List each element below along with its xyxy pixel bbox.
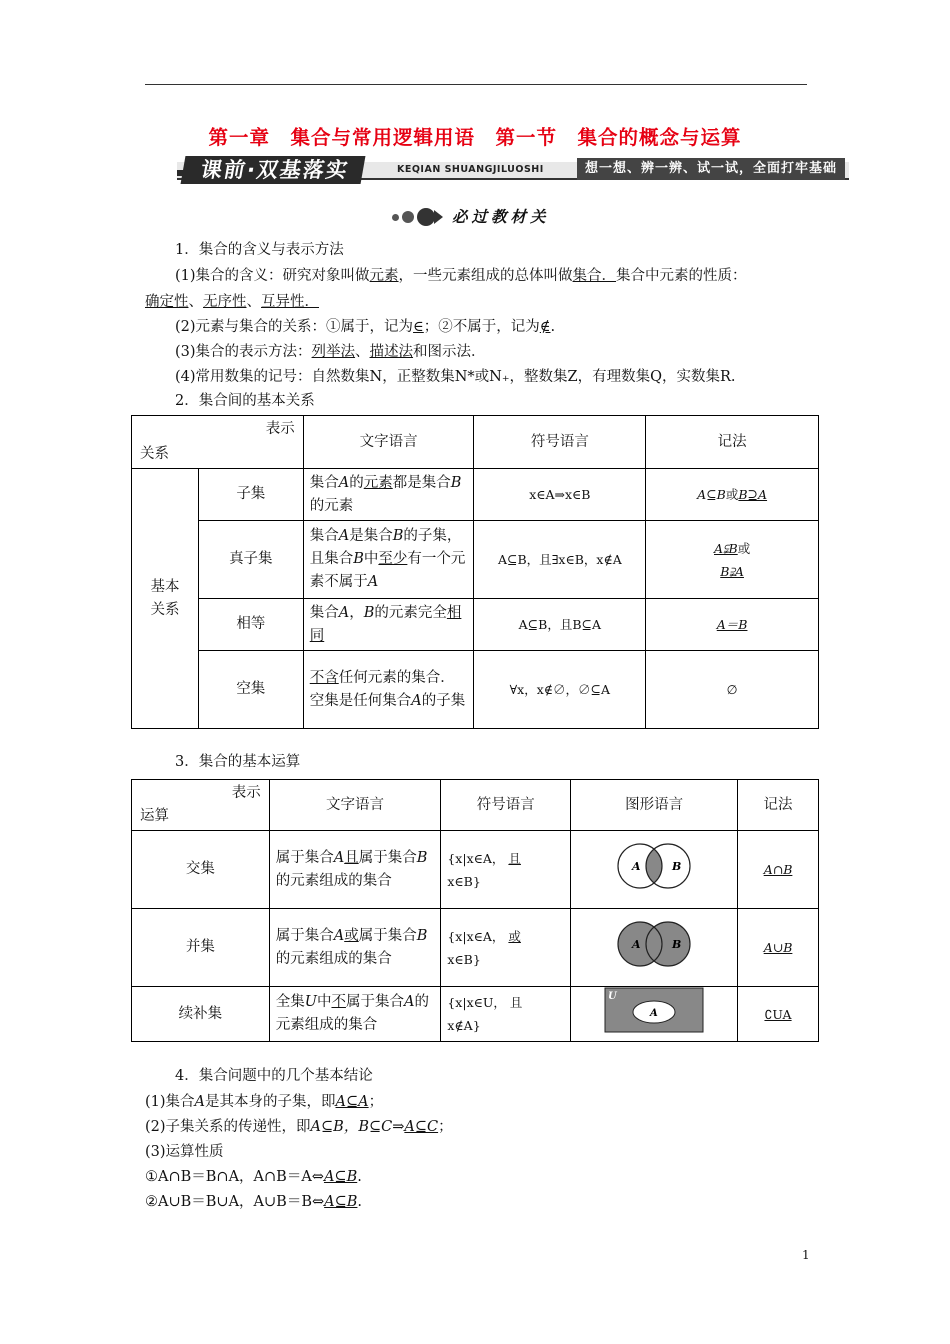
page-number: 1 (802, 1248, 810, 1262)
table-row (132, 909, 819, 987)
symbol-cell: ∀x，x∉∅，∅⊆A (474, 651, 646, 729)
set-b-label: B (672, 859, 682, 873)
table-row (132, 521, 819, 599)
col-header: 符号语言 (441, 780, 571, 831)
s1-line-4: (3)集合的表示方法：列举法、描述法和图示法． (175, 344, 486, 360)
symbol-cell: {x|x∈U， 且 x∉A} (441, 987, 571, 1042)
subheading-label: 必过教材关 (452, 208, 550, 226)
row-name: 子集 (198, 469, 303, 521)
col-header: 记法 (646, 416, 819, 469)
text-cell: 不含任何元素的集合．空集是任何集合A的子集 (303, 651, 474, 729)
section-4-heading: 4．集合问题中的几个基本结论 (175, 1068, 373, 1084)
dot-icon (402, 211, 414, 223)
col-header: 文字语言 (269, 780, 441, 831)
notation-cell: A∪B (738, 909, 819, 987)
dot-icon (417, 208, 435, 226)
col-header: 图形语言 (571, 780, 738, 831)
venn-cell (571, 831, 738, 909)
table-header-row (132, 780, 819, 831)
col-header: 文字语言 (303, 416, 474, 469)
venn-cell (571, 987, 738, 1042)
section-2-heading: 2．集合间的基本关系 (175, 393, 315, 409)
row-name: 空集 (198, 651, 303, 729)
s4-line-1: (1)集合A是其本身的子集，即A⊆A； (145, 1094, 384, 1110)
text-cell: 集合A，B的元素完全相同 (303, 599, 474, 651)
banner-pinyin: KEQIAN SHUANGJILUOSHI (397, 164, 544, 175)
set-a-label: A (632, 937, 641, 951)
notation-cell: ∁UA (738, 987, 819, 1042)
notation-cell: A∩B (738, 831, 819, 909)
set-b-label: B (672, 937, 682, 951)
table-row (132, 987, 819, 1042)
notation-cell: A⫋B或 B⫌A (646, 521, 819, 599)
universal-set-label: U (608, 991, 617, 1002)
relations-table (131, 415, 819, 729)
s1-line-3: (2)元素与集合的关系：①属于，记为∈；②不属于，记为∉. (175, 319, 556, 335)
union-venn-diagram (614, 918, 694, 970)
page-title: 第一章 集合与常用逻辑用语 第一节 集合的概念与运算 (208, 126, 742, 149)
text-cell: 全集U中不属于集合A的元素组成的集合 (269, 987, 441, 1042)
col-header: 符号语言 (474, 416, 646, 469)
text-cell: 集合A是集合B的子集，且集合B中至少有一个元素不属于A (303, 521, 474, 599)
row-name: 相等 (198, 599, 303, 651)
header-rule (145, 84, 807, 85)
col-header: 记法 (738, 780, 819, 831)
row-name: 真子集 (198, 521, 303, 599)
symbol-cell: A⊆B，且B⊆A (474, 599, 646, 651)
symbol-cell: {x|x∈A， 或 x∈B} (441, 909, 571, 987)
row-name: 交集 (132, 831, 270, 909)
section-1-heading: 1．集合的含义与表示方法 (175, 242, 344, 258)
table-header-row (132, 416, 819, 469)
operations-table (131, 779, 819, 1042)
group-label-cell: 基本 关系 (132, 469, 199, 729)
dot-icon (392, 214, 399, 221)
s4-line-4: ①A∩B＝B∩A，A∩B＝A⇔A⊆B. (145, 1169, 362, 1185)
notation-cell: A＝B (646, 599, 819, 651)
s4-line-2: (2)子集关系的传递性，即A⊆B，B⊆C⇒A⊆C； (145, 1119, 453, 1135)
section-3-heading: 3．集合的基本运算 (175, 754, 301, 770)
symbol-cell: {x|x∈A， 且 x∈B} (441, 831, 571, 909)
table-row (132, 599, 819, 651)
venn-cell (571, 909, 738, 987)
intersection-venn-diagram (614, 840, 694, 892)
notation-cell: A⊆B或B⊇A (646, 469, 819, 521)
set-a-label: A (650, 1008, 658, 1019)
text-cell: 属于集合A且属于集合B的元素组成的集合 (269, 831, 441, 909)
text-cell: 集合A的元素都是集合B的元素 (303, 469, 474, 521)
table-row (132, 651, 819, 729)
table-row (132, 831, 819, 909)
banner-title: 课前·双基落实 (181, 156, 366, 184)
arrow-icon (434, 210, 443, 224)
symbol-cell: x∈A⇒x∈B (474, 469, 646, 521)
symbol-cell: A⊆B，且∃x∈B，x∉A (474, 521, 646, 599)
text-cell: 属于集合A或属于集合B的元素组成的集合 (269, 909, 441, 987)
s1-line-2: 确定性、无序性、互异性． (145, 294, 319, 310)
table-row (132, 469, 819, 521)
notation-cell: ∅ (646, 651, 819, 729)
s4-line-3: (3)运算性质 (145, 1144, 224, 1160)
row-name: 并集 (132, 909, 270, 987)
complement-venn-diagram (604, 987, 704, 1033)
set-a-label: A (632, 859, 641, 873)
s1-line-1: (1)集合的含义：研究对象叫做元素，一些元素组成的总体叫做集合．集合中元素的性质： (175, 268, 747, 284)
diagonal-header-cell: 表示 关系 (132, 416, 304, 469)
s1-line-5: (4)常用数集的记号：自然数集N，正整数集N*或N₊，整数集Z，有理数集Q，实数集R. (175, 369, 736, 385)
banner-slogan: 想一想、辨一辨、试一试，全面打牢基础 (577, 158, 845, 180)
s4-line-5: ②A∪B＝B∪A，A∪B＝B⇔A⊆B. (145, 1194, 363, 1210)
row-name: 续补集 (132, 987, 270, 1042)
section-banner (177, 156, 849, 184)
diagonal-header-cell: 表示 运算 (132, 780, 270, 831)
